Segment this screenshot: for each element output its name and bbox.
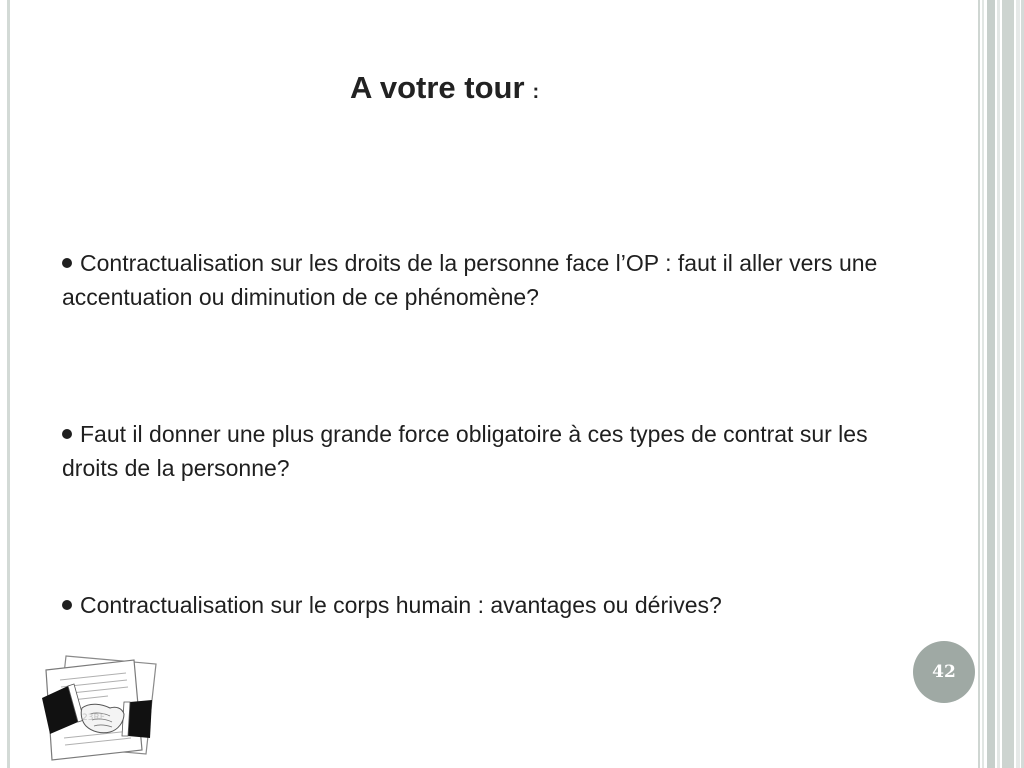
bullet-item <box>62 417 912 485</box>
page-number-badge <box>913 641 975 703</box>
left-border-rule <box>7 0 10 768</box>
slide-title-text: A votre tour <box>350 70 525 105</box>
handshake-contract-icon <box>38 650 164 764</box>
bullet-item <box>62 588 912 622</box>
bullet-dot-icon <box>62 429 72 439</box>
decorative-bar <box>1002 0 1014 768</box>
slide-title-colon: : <box>532 81 540 103</box>
decorative-bar <box>987 0 995 768</box>
bullet-dot-icon <box>62 258 72 268</box>
bullet-text: Contractualisation sur les droits de la personne face l’OP : faut il aller vers une accentuation ou diminution de ce phénomène? <box>62 250 878 310</box>
decorative-bar <box>1016 0 1020 768</box>
bullet-text: Faut il donner une plus grande force obligatoire à ces types de contrat sur les droits de la personne? <box>62 421 868 481</box>
page-number: 42 <box>932 662 956 682</box>
svg-text:23RF: 23RF <box>82 713 105 723</box>
slide-title <box>350 70 539 106</box>
bullet-text: Contractualisation sur le corps humain : avantages ou dérives? <box>80 592 722 618</box>
decorative-bar <box>997 0 1000 768</box>
right-decorative-bars <box>978 0 1024 768</box>
decorative-bar <box>982 0 984 768</box>
bullet-item <box>62 246 912 314</box>
bullet-dot-icon <box>62 600 72 610</box>
decorative-bar <box>978 0 980 768</box>
